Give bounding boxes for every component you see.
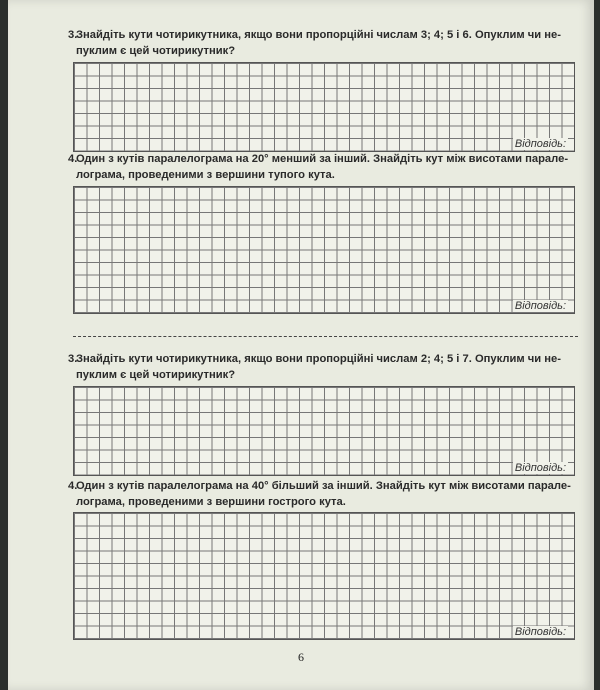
task-number: 4. — [68, 480, 78, 492]
task-number: 3. — [68, 29, 78, 41]
task-line: Один з кутів паралелограма на 20° менший за інший. Знайдіть кут між висотами парале- — [76, 153, 569, 165]
answer-grid[interactable] — [73, 386, 575, 476]
page-number: 6 — [298, 650, 304, 664]
task-line: Знайдіть кути чотирикутника, якщо вони пропорційні числам 2; 4; 5 і 7. Опуклим чи не- — [76, 353, 561, 365]
task-text — [68, 152, 576, 183]
cut-line — [73, 336, 578, 337]
answer-grid[interactable] — [73, 512, 575, 640]
answer-grid[interactable] — [73, 62, 575, 152]
answer-label: Відповідь: — [514, 462, 566, 474]
task-line: пуклим є цей чотирикутник? — [76, 44, 236, 57]
answer-label: Відповідь: — [514, 626, 566, 638]
answer-grid[interactable] — [73, 186, 575, 314]
task-text — [68, 479, 576, 510]
task-line: пуклим є цей чотирикутник? — [76, 368, 236, 381]
task-line: лограма, проведеними з вершини гострого кута. — [76, 495, 346, 508]
answer-label: Відповідь: — [514, 138, 566, 150]
task-line: Знайдіть кути чотирикутника, якщо вони пропорційні числам 3; 4; 5 і 6. Опуклим чи не- — [76, 29, 561, 41]
answer-label: Відповідь: — [514, 300, 566, 312]
task-text — [68, 28, 576, 59]
task-line: лограма, проведеними з вершини тупого кута. — [76, 168, 335, 181]
task-number: 3. — [68, 353, 78, 365]
worksheet-page — [8, 0, 594, 690]
task-number: 4. — [68, 153, 78, 165]
task-line: Один з кутів паралелограма на 40° більший за інший. Знайдіть кут між висотами парале- — [76, 480, 571, 492]
task-text — [68, 352, 576, 383]
